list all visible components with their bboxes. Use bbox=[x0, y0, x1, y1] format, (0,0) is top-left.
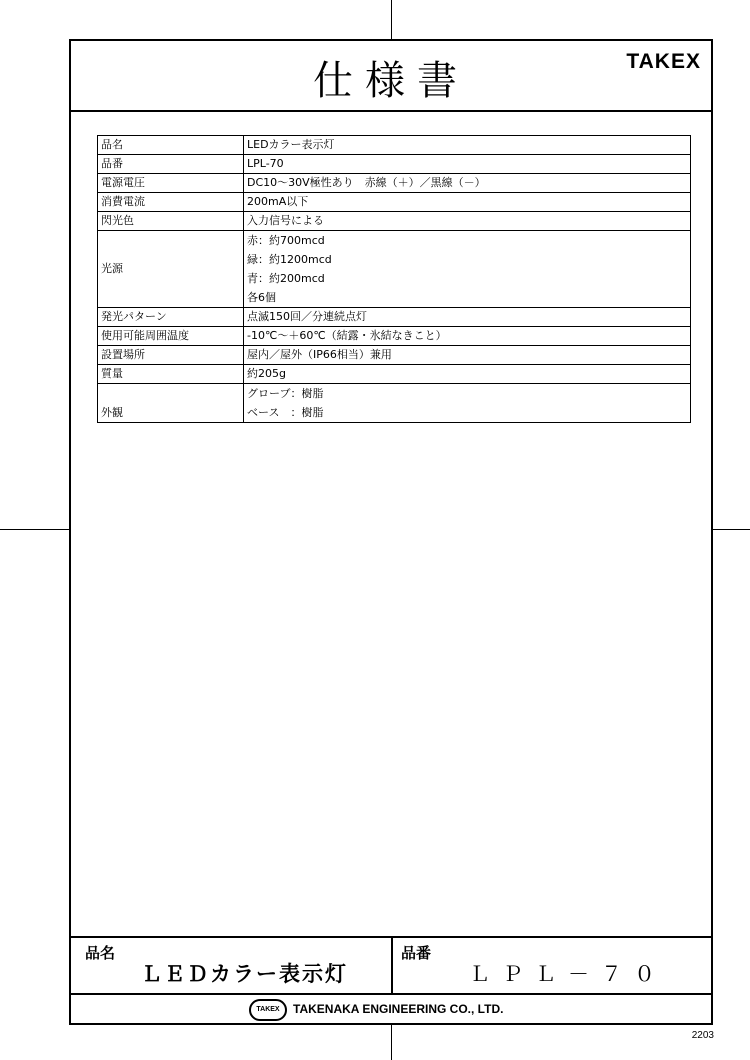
spec-line: グローブ：樹脂 bbox=[247, 387, 324, 400]
spec-value: 点滅150回／分連続点灯 bbox=[244, 308, 691, 327]
table-row bbox=[98, 174, 691, 193]
spec-line: 各6個 bbox=[247, 291, 276, 304]
table-row bbox=[98, 327, 691, 346]
table-row bbox=[98, 365, 691, 384]
spec-label: 質量 bbox=[98, 365, 244, 384]
table-row bbox=[98, 193, 691, 212]
spec-value: LEDカラー表示灯 bbox=[244, 136, 691, 155]
footer-model-cell bbox=[393, 938, 711, 995]
footer-name-label: 品名 bbox=[85, 944, 116, 962]
company-name: TAKENAKA ENGINEERING CO., LTD. bbox=[293, 1002, 504, 1016]
spec-value-multiline bbox=[244, 384, 691, 423]
table-row bbox=[98, 231, 691, 308]
spec-value: 入力信号による bbox=[244, 212, 691, 231]
spec-value: DC10～30V極性あり 赤線（＋）／黒線（－） bbox=[244, 174, 691, 193]
spec-label: 消費電流 bbox=[98, 193, 244, 212]
document-code: 2203 bbox=[691, 1030, 714, 1041]
spec-table bbox=[97, 135, 691, 423]
spec-label: 光源 bbox=[98, 231, 244, 308]
crop-mark-top bbox=[391, 0, 392, 40]
table-row bbox=[98, 384, 691, 423]
spec-label: 品名 bbox=[98, 136, 244, 155]
spec-line: 青：約200mcd bbox=[247, 272, 325, 285]
spec-label: 使用可能周囲温度 bbox=[98, 327, 244, 346]
footer-name-cell bbox=[71, 938, 393, 995]
crop-mark-left bbox=[0, 529, 70, 530]
company-logo: TAKEX bbox=[249, 999, 287, 1021]
company-row bbox=[71, 993, 711, 1025]
spec-label: 外観 bbox=[98, 384, 244, 423]
spec-value: 約205g bbox=[244, 365, 691, 384]
crop-mark-bottom bbox=[391, 1025, 392, 1060]
table-row bbox=[98, 136, 691, 155]
spec-value-multiline bbox=[244, 231, 691, 308]
footer-model-label: 品番 bbox=[401, 944, 432, 962]
spec-label: 電源電圧 bbox=[98, 174, 244, 193]
spec-label: 閃光色 bbox=[98, 212, 244, 231]
crop-mark-right bbox=[713, 529, 750, 530]
table-row bbox=[98, 155, 691, 174]
table-row bbox=[98, 308, 691, 327]
spec-label: 設置場所 bbox=[98, 346, 244, 365]
spec-value: -10℃～＋60℃（結露・氷結なきこと） bbox=[244, 327, 691, 346]
spec-value: 200mA以下 bbox=[244, 193, 691, 212]
footer-model-value: ＬＰＬ－７０ bbox=[469, 962, 667, 986]
spec-line: ベース ：樹脂 bbox=[247, 406, 324, 419]
table-row bbox=[98, 346, 691, 365]
document-title: 仕様書 bbox=[313, 58, 469, 104]
product-footer bbox=[71, 936, 711, 995]
document-frame bbox=[69, 39, 713, 1025]
spec-label: 品番 bbox=[98, 155, 244, 174]
brand-logo: TAKEX bbox=[626, 50, 701, 73]
footer-name-value: ＬＥＤカラー表示灯 bbox=[141, 962, 348, 986]
spec-value: 屋内／屋外（IP66相当）兼用 bbox=[244, 346, 691, 365]
spec-label: 発光パターン bbox=[98, 308, 244, 327]
spec-value: LPL-70 bbox=[244, 155, 691, 174]
spec-line: 緑：約1200mcd bbox=[247, 253, 332, 266]
title-row bbox=[71, 41, 711, 112]
table-row bbox=[98, 212, 691, 231]
spec-line: 赤：約700mcd bbox=[247, 234, 325, 247]
